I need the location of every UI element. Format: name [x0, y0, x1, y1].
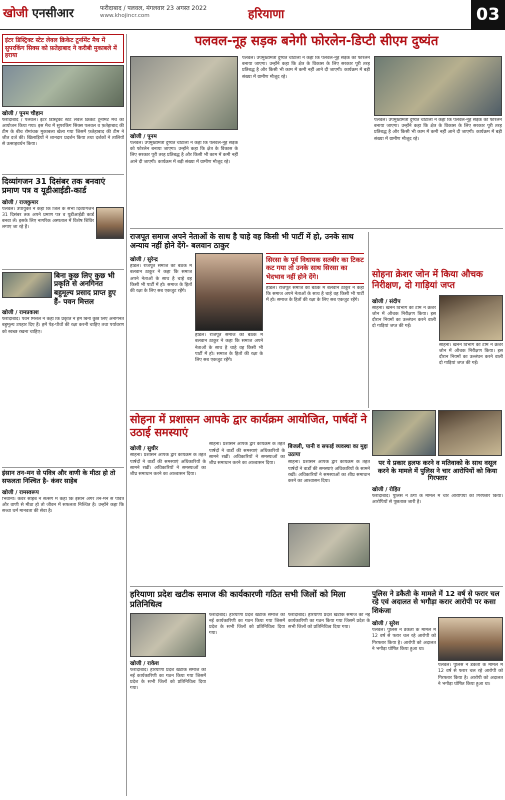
haryana-pradesh-headline: हरियाणा प्रदेश खटीक समाज की कार्यकारणी गठित सभी जिलों को मिला प्रतिनिधित्व: [130, 589, 346, 609]
sohna-prashasan-body-3: सोहना। प्रशासन आपके द्वार कार्यक्रम के तहत पार्षदों ने वार्डों की समस्याएं अधिकारियों के सामने रखीं। अधिकारियों ने समस्याओं का शीघ्र समाधान करने का आश्वासन दिया।: [288, 460, 370, 484]
prakriti-body: फरीदाबाद। पवन मित्तल ने कहा कि प्रकृति ने हमें बिना कुछ लिए अनगिनत बहुमूल्य उपहार दिए हैं। हमें पेड़-पौधों की रक्षा करनी चाहिए तथा पर्यावरण को स्वच्छ रखना चाहिए।: [2, 317, 124, 335]
lead-story: [130, 34, 503, 50]
newspaper-logo: [3, 4, 74, 21]
crusher-vehicle-photo: [439, 295, 503, 341]
lead-body-3: पलवल। उपमुख्यमंत्री दुष्यंत चौटाला ने कहा कि पलवल-नूह सड़क को फोरलेन बनाया जाएगा। उन्होंने कहा कि क्षेत्र के विकास के लिए सरकार पूरी तरह प्रतिबद्ध है और किसी भी काम में कमी नहीं आने दी जाएगी। कार्यक्रम में बड़ी संख्या में ग्रामीण मौजूद रहे।: [374, 118, 502, 142]
court-byline: खोजी / रोहित: [372, 487, 401, 494]
kanwar-byline: खोजी / रामस्वरूप: [2, 489, 39, 496]
column-divider-2: [368, 232, 369, 408]
lead-byline: खोजी / पूनम: [130, 134, 157, 140]
lead-body-1: पलवल। उपमुख्यमंत्री दुष्यंत चौटाला ने कहा कि पलवल-नूह सड़क को फोरलेन बनाया जाएगा। उन्होंने कहा कि क्षेत्र के विकास के लिए सरकार पूरी तरह प्रतिबद्ध है और किसी भी काम में कमी नहीं आने दी जाएगी। कार्यक्रम में बड़ी संख्या में ग्रामीण मौजूद रहे।: [130, 141, 238, 165]
column-divider: [126, 34, 127, 796]
police-body-2: पलवल। पुलिस ने डकैती के मामले में 12 वर्ष से फरार चल रहे आरोपी को गिरफ्तार किया है। आरोपी को अदालत ने भगौड़ा घोषित किया हुआ था।: [438, 663, 503, 687]
court-headline: पर ये प्रकार हलफ करने व मतिवाको के साथ वसूल करने के मामले में पुलिस ने चार आरोपियों को किया गिरफ्तार: [377, 459, 498, 483]
haryana-pradesh-body-2: फरीदाबाद। हरियाणा प्रदेश खटीक समाज की नई कार्यकारिणी का गठन किया गया जिसमें प्रदेश के सभी जिलों को प्रतिनिधित्व दिया गया।: [209, 612, 285, 637]
court-body: फरीदाबाद। पुलिस ने ठगी के मामले में चार आरोपियों को गिरफ्तार किया। आरोपियों से पूछताछ जारी है।: [372, 494, 503, 506]
police-byline: खोजी / सुरेश: [372, 621, 399, 628]
divyang-byline: खोजी / राजकुमार: [2, 199, 39, 206]
lead-body-column-2: [242, 56, 370, 226]
crusher-headline: सोहना क्रेशर जोन में किया औचक निरीक्षण, दो गाड़ियां जप्त: [372, 270, 483, 291]
court-photo-1: [372, 410, 436, 456]
police-headline: पुलिस ने डकैती के मामले में 12 वर्ष से फरार चल रहे एवं अदालत से भगौड़ा करार आरोपी पर कसा शिकंजा: [372, 590, 500, 615]
haryana-pradesh-story: [130, 590, 370, 781]
lead-photo-column: [130, 56, 238, 235]
crusher-body: सोहना। खनन विभाग की टीम ने क्रेशर जोन में औचक निरीक्षण किया। इस दौरान नियमों का उल्लंघन करने वाली दो गाड़ियां जप्त की गईं।: [372, 305, 436, 330]
section-title: हरियाणा: [248, 7, 285, 21]
sohna-prashasan-body: सोहना। प्रशासन आपके द्वार कार्यक्रम के तहत पार्षदों ने वार्डों की समस्याएं अधिकारियों के सामने रखीं। अधिकारियों ने समस्याओं का शीघ्र समाधान करने का आश्वासन दिया।: [130, 453, 206, 477]
lead-ceremony-photo: [374, 56, 502, 116]
masthead: [0, 0, 505, 30]
divyang-body: पलवल। उपायुक्त ने कहा कि जिले के सभी दिव्यांगजन 31 दिसंबर तक अपने प्रमाण पत्र व यूडीआईडी कार्ड बनवा लें। इसके लिए नागरिक अस्पताल में विशेष शिविर लगाए जा रहे हैं।: [2, 206, 94, 231]
haryana-pradesh-photo: [130, 613, 206, 657]
rajput-body: होडल। राजपूत समाज की बैठक में बलवान ठाकुर ने कहा कि समाज अपने नेताओं के साथ है चाहे वह किसी भी पार्टी में हो। समाज के हितों की रक्षा के लिए सब एकजुट रहेंगे।: [130, 264, 192, 294]
crusher-story: [372, 270, 503, 406]
logo-part-red: खोजी: [3, 6, 33, 20]
sohna-prashasan-story: [130, 413, 370, 572]
divider-1: [130, 228, 503, 229]
sohna-prashasan-photo: [288, 523, 370, 567]
prakriti-byline: खोजी / रामप्रकाश: [2, 310, 39, 317]
crusher-byline: खोजी / संदीप: [372, 298, 401, 305]
cricket-team-photo: [2, 65, 124, 107]
official-portrait-photo: [96, 207, 124, 239]
logo-part-black: एनसीआर: [32, 6, 74, 20]
left-top-byline: खोजी / पूनम चौहान: [2, 110, 43, 117]
kanwar-body: भिवानी। कंवर साहेब ने सत्संग में कहा कि इंसान अगर तन-मन से पवित्र और वाणी से मीठा हो तो जीवन में सफलता निश्चित है। उन्होंने कहा कि सच्चा धर्म मानवता की सेवा है।: [2, 496, 124, 514]
divider-2: [130, 410, 370, 411]
lead-body-column-3: [374, 56, 502, 226]
police-body: पलवल। पुलिस ने डकैती के मामले में 12 वर्ष से फरार चल रहे आरोपी को गिरफ्तार किया है। आरोपी को अदालत ने भगौड़ा घोषित किया हुआ था।: [372, 628, 436, 652]
left-column: [2, 34, 124, 627]
balwan-thakur-portrait: [195, 253, 263, 331]
page-number: 03: [471, 0, 505, 30]
sohna-prashasan-headline: सोहना में प्रशासन आपके द्वार कार्यक्रम आयोजित, पार्षदों ने उठाई समस्याएं: [130, 413, 367, 440]
sohna-prashasan-body-2: सोहना। प्रशासन आपके द्वार कार्यक्रम के तहत पार्षदों ने वार्डों की समस्याएं अधिकारियों के सामने रखीं। अधिकारियों ने समस्याओं का शीघ्र समाधान करने का आश्वासन दिया।: [209, 442, 285, 466]
rajput-body-2: होडल। राजपूत समाज की बैठक में बलवान ठाकुर ने कहा कि समाज अपने नेताओं के साथ है चाहे वह किसी भी पार्टी में हो। समाज के हितों की रक्षा के लिए सब एकजुट रहेंगे।: [195, 333, 263, 363]
rajput-story: [130, 232, 365, 404]
issue-date: फरीदाबाद / पलवल, मंगलवार 23 अगस्त 2022: [100, 5, 207, 12]
prakriti-headline: बिना कुछ लिए कुछ भी प्रकृति से अनगिनत बहुमूल्य प्रसाद प्राप्त हुए हैं- पवन मित्तल: [54, 270, 116, 306]
left-top-headline: इंटर डिस्ट्रिक्ट स्टेट लेवल क्रिकेट टूर्नामेंट मैच में सुपरकिंग सिक्स को फ़तेहाबाद ने करीबी मुकाबले में हराया: [5, 37, 117, 59]
rajput-body-3: होडल। राजपूत समाज की बैठक में बलवान ठाकुर ने कहा कि समाज अपने नेताओं के साथ है चाहे वह किसी भी पार्टी में हो। समाज के हितों की रक्षा के लिए सब एकजुट रहेंगे।: [266, 285, 364, 304]
police-story: [372, 590, 503, 768]
rajput-pullquote: सिरसा के पूर्व विधायक सतबीर का टिकट कट गया तो उनके साथ सिरसा का भेदभाव नहीं होने देंगे।: [266, 253, 364, 284]
lead-body-2: पलवल। उपमुख्यमंत्री दुष्यंत चौटाला ने कहा कि पलवल-नूह सड़क को फोरलेन बनाया जाएगा। उन्होंने कहा कि क्षेत्र के विकास के लिए सरकार पूरी तरह प्रतिबद्ध है और किसी भी काम में कमी नहीं आने दी जाएगी। कार्यक्रम में बड़ी संख्या में ग्रामीण मौजूद रहे।: [242, 56, 370, 80]
divyang-headline: दिव्यांगजन 31 दिसंबर तक बनवाएं प्रमाण पत्र व यूडीआईडी-कार्ड: [2, 176, 106, 196]
sohna-prashasan-byline: खोजी / सुधीर: [130, 446, 159, 453]
rajput-headline: राजपूत समाज अपने नेताओं के साथ है चाहे वह किसी भी पार्टी में हो, उनके साथ अन्याय नहीं होने देंगे- बलवान ठाकुर: [130, 232, 354, 251]
accused-photo: [438, 617, 503, 661]
lead-event-photo: [130, 56, 238, 130]
haryana-pradesh-byline: खोजी / राकेश: [130, 660, 159, 667]
divider-3: [130, 586, 503, 587]
haryana-pradesh-body-3: फरीदाबाद। हरियाणा प्रदेश खटीक समाज की नई कार्यकारिणी का गठन किया गया जिसमें प्रदेश के सभी जिलों को प्रतिनिधित्व दिया गया।: [288, 612, 370, 631]
lead-headline: पलवल-नूह सड़क बनेगी फोरलेन-डिप्टी सीएम दुष्यंत: [194, 34, 439, 49]
crusher-body-2: सोहना। खनन विभाग की टीम ने क्रेशर जोन में औचक निरीक्षण किया। इस दौरान नियमों का उल्लंघन करने वाली दो गाड़ियां जप्त की गईं।: [439, 342, 503, 367]
court-photo-2: [438, 410, 502, 456]
left-top-headline-box: [2, 34, 124, 63]
rajput-byline: खोजी / सुरेन्द्र: [130, 257, 158, 264]
kanwar-headline: इंसान तन-मन से पवित्र और वाणी के मीठा हो तो सफलता निश्चित है- कंवर साहेब: [2, 469, 116, 485]
speaker-photo: [2, 272, 52, 298]
left-top-body: फरीदाबाद / पलवल। इंटर डिस्ट्रिक्ट स्टेट लेवल क्रिकेट टूर्नामेंट मैच का आयोजन किया गया। इस मैच में सुपरकिंग सिक्स पलवल व फ़तेहाबाद की टीम के बीच रोमांचक मुकाबला खेला गया जिसमें फ़तेहाबाद की टीम ने जीत दर्ज की। खिलाड़ियों ने शानदार प्रदर्शन किया तथा दर्शकों ने तालियों से उत्साहवर्धन किया।: [2, 117, 124, 148]
haryana-pradesh-body: फरीदाबाद। हरियाणा प्रदेश खटीक समाज की नई कार्यकारिणी का गठन किया गया जिसमें प्रदेश के सभी जिलों को प्रतिनिधित्व दिया गया।: [130, 667, 206, 692]
website: www.khojincr.com: [100, 13, 150, 19]
court-story: [372, 410, 503, 564]
sohna-prashasan-subhead: बिजली, पानी व सफाई व्यवस्था का मुद्दा उठाया: [288, 444, 368, 459]
